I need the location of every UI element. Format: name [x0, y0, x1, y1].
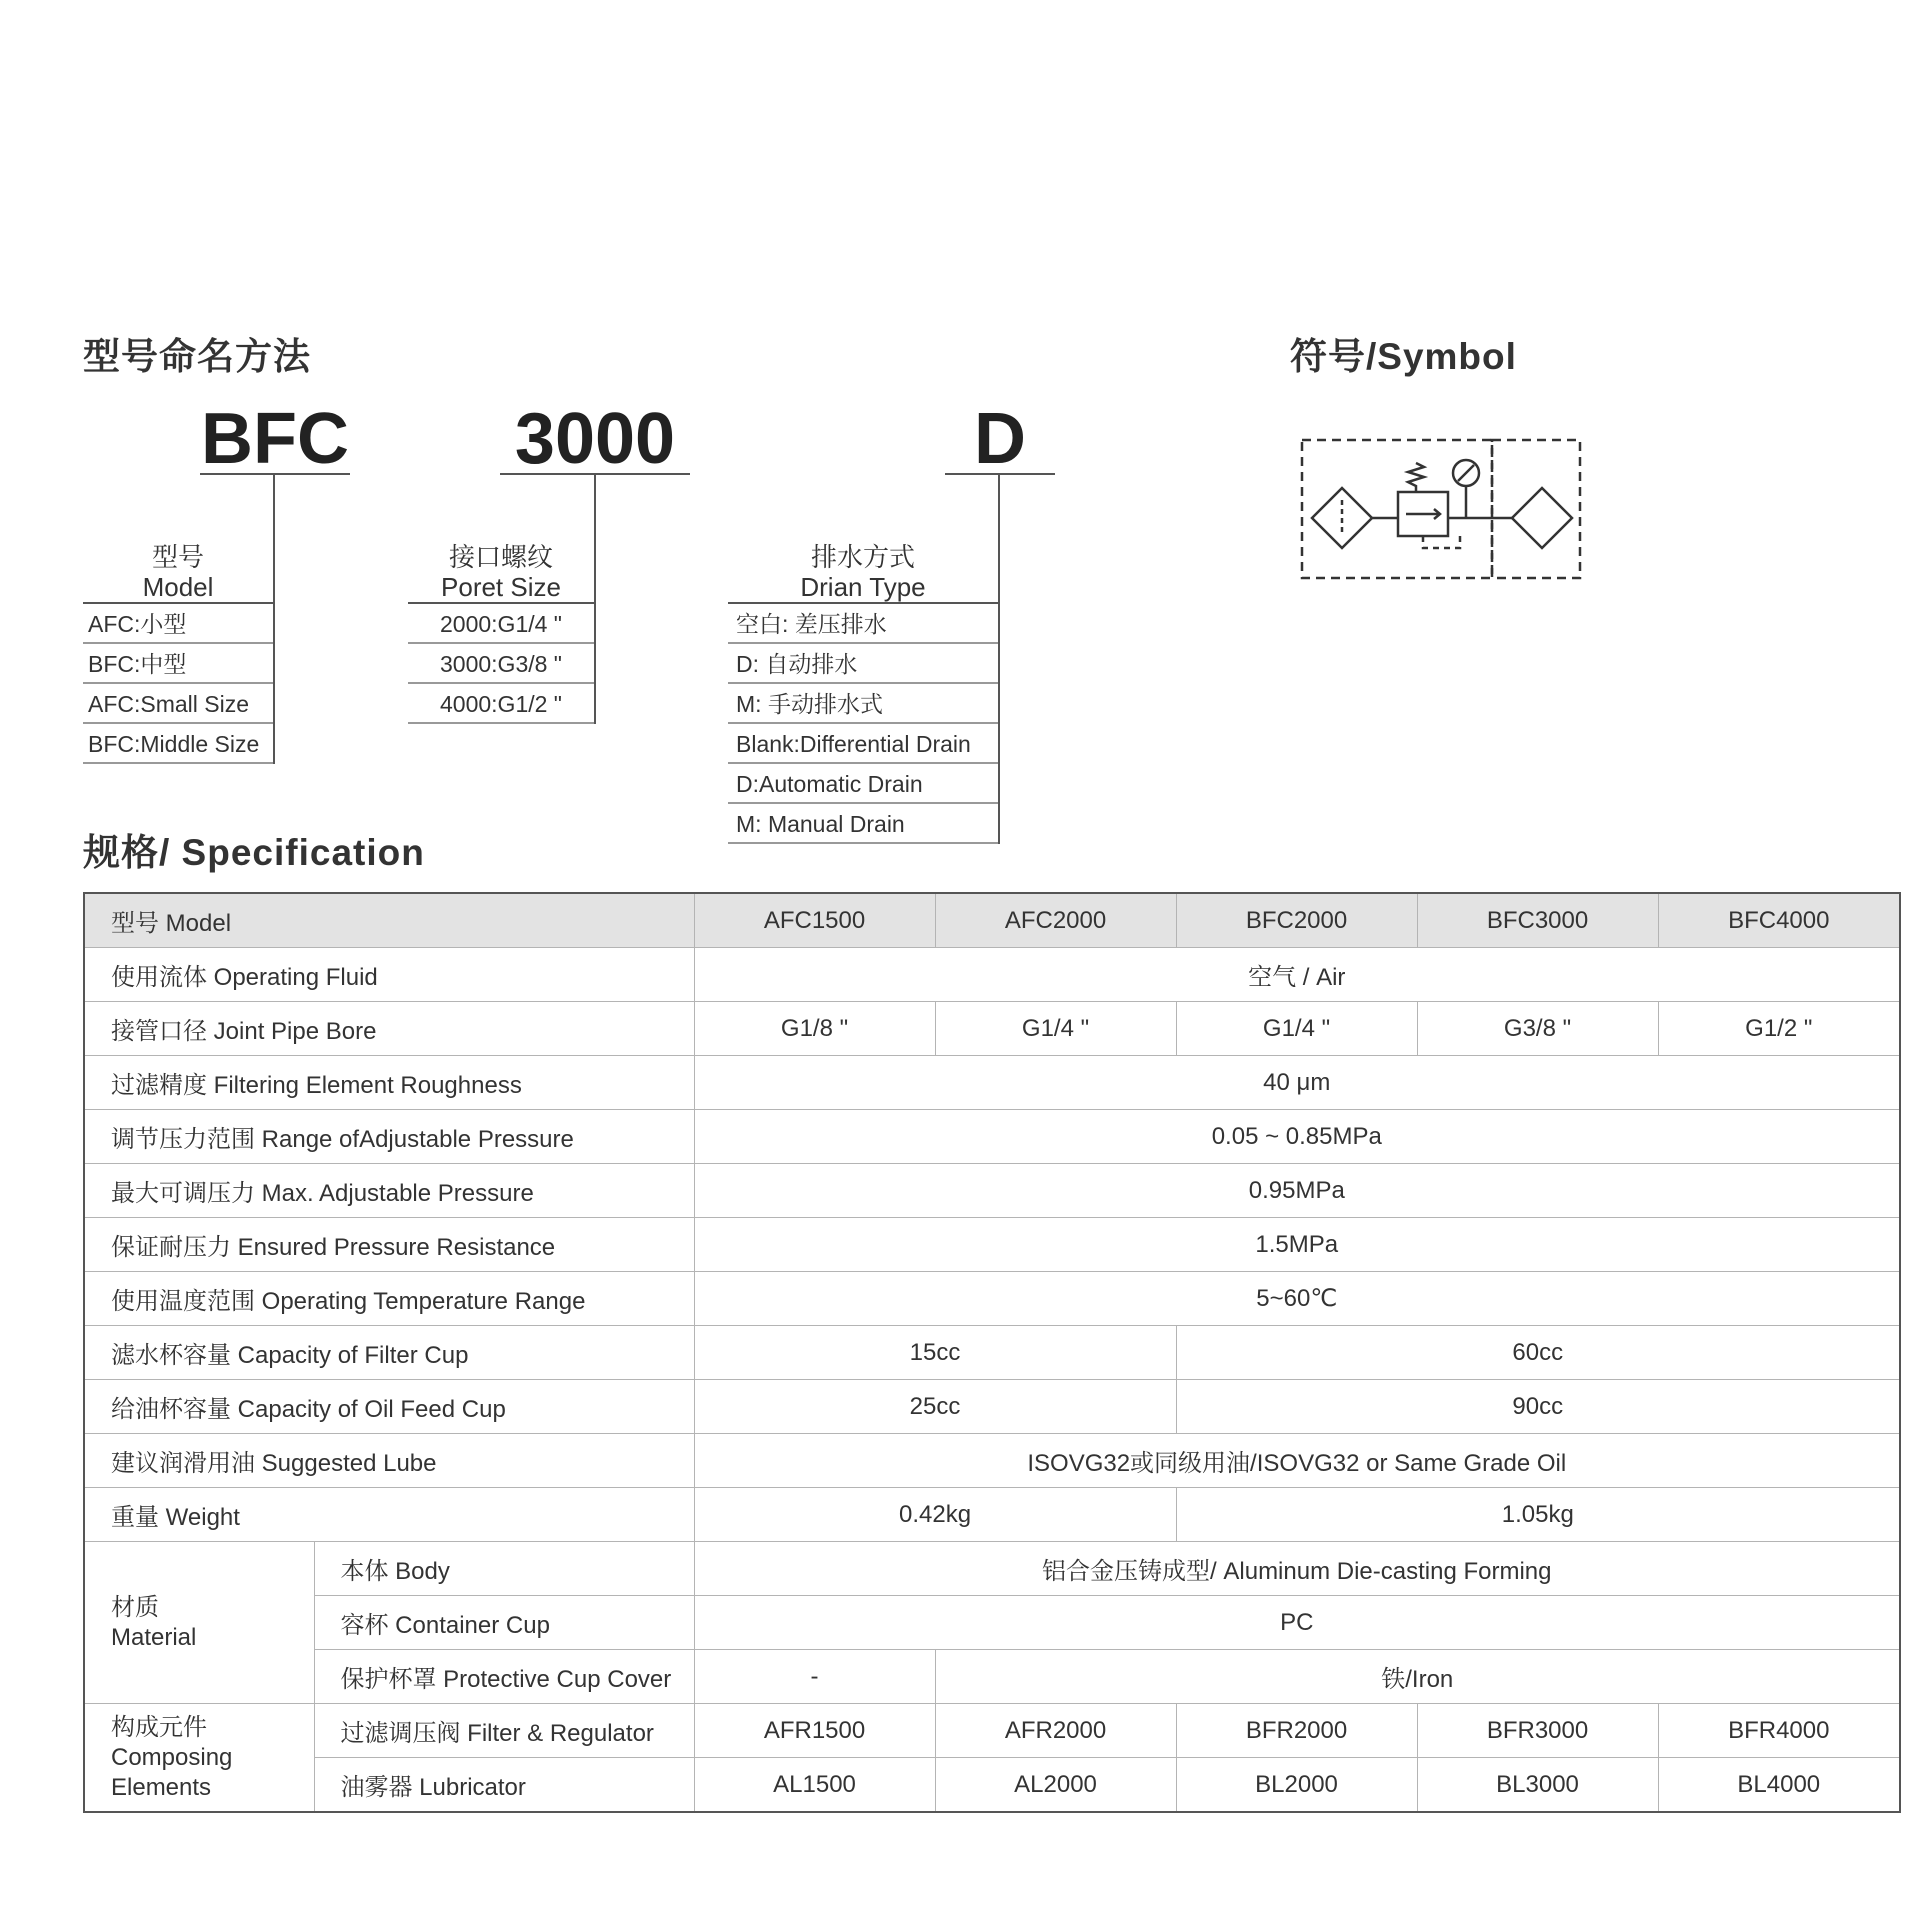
model-item: AFC:Small Size: [83, 684, 273, 724]
table-row: [84, 1380, 1900, 1434]
port-header-cn: 接口螺纹: [448, 542, 553, 572]
drain-column-header: [728, 542, 998, 602]
port-item: 4000:G1/2 ": [408, 684, 594, 724]
cell-value: 90cc: [1176, 1380, 1900, 1434]
drain-item: 空白: 差压排水: [728, 604, 998, 644]
cell-value: 25cc: [694, 1380, 1176, 1434]
lubricator-dashed-box: [1492, 440, 1580, 578]
header-model: BFC3000: [1417, 893, 1658, 948]
port-connector-line: [594, 474, 596, 724]
port-header-en: Poret Size: [441, 572, 561, 602]
row-label: 本体 Body: [314, 1542, 694, 1596]
cell-value: 0.05 ~ 0.85MPa: [694, 1110, 1900, 1164]
table-row: [84, 1650, 1900, 1704]
row-label: 给油杯容量 Capacity of Oil Feed Cup: [84, 1380, 694, 1434]
cell-value: 40 μm: [694, 1056, 1900, 1110]
material-label-en: Material: [111, 1623, 197, 1651]
lubricator-diamond: [1512, 488, 1572, 548]
table-row: [84, 1542, 1900, 1596]
cell-value: 0.95MPa: [694, 1164, 1900, 1218]
cell-value: BL3000: [1417, 1758, 1658, 1813]
header-label: 型号 Model: [84, 893, 694, 948]
spec-title: 规格/ Specification: [83, 832, 425, 873]
drain-item: D:Automatic Drain: [728, 764, 998, 804]
cell-value: G1/2 ": [1658, 1002, 1900, 1056]
table-header-row: [84, 893, 1900, 948]
elements-label-en: Composing: [111, 1743, 233, 1771]
model-item: AFC:小型: [83, 604, 273, 644]
code-drain: D: [974, 399, 1026, 479]
gauge-needle: [1458, 465, 1474, 481]
naming-title: 型号命名方法: [83, 336, 311, 377]
elements-label-cn: 构成元件: [111, 1713, 207, 1741]
drain-header-cn: 排水方式: [810, 542, 915, 572]
drain-header-en: Drian Type: [800, 572, 926, 602]
model-column-header: [83, 542, 273, 602]
frl-symbol-diagram: [1290, 430, 1590, 590]
header-model: AFC1500: [694, 893, 935, 948]
cell-value: G1/8 ": [694, 1002, 935, 1056]
cell-value: ISOVG32或同级用油/ISOVG32 or Same Grade Oil: [694, 1434, 1900, 1488]
pilot-line: [1423, 536, 1460, 548]
table-row: [84, 1326, 1900, 1380]
code-drain-underline: [945, 473, 1055, 475]
table-row: [84, 1110, 1900, 1164]
code-model-underline: [200, 473, 350, 475]
port-item: 3000:G3/8 ": [408, 644, 594, 684]
cell-value: AFR2000: [935, 1704, 1176, 1758]
row-label: 过滤精度 Filtering Element Roughness: [84, 1056, 694, 1110]
cell-value: BFR3000: [1417, 1704, 1658, 1758]
port-item: 2000:G1/4 ": [408, 604, 594, 644]
table-row: [84, 1002, 1900, 1056]
material-group-label: [84, 1542, 314, 1704]
material-label-cn: 材质: [111, 1593, 159, 1621]
header-model: AFC2000: [935, 893, 1176, 948]
symbol-title: 符号/Symbol: [1290, 336, 1517, 377]
cell-value: 1.5MPa: [694, 1218, 1900, 1272]
row-label: 油雾器 Lubricator: [314, 1758, 694, 1813]
table-row: [84, 948, 1900, 1002]
row-label: 接管口径 Joint Pipe Bore: [84, 1002, 694, 1056]
row-label: 容杯 Container Cup: [314, 1596, 694, 1650]
table-row: [84, 1434, 1900, 1488]
cell-value: 空气 / Air: [694, 948, 1900, 1002]
row-label: 保证耐压力 Ensured Pressure Resistance: [84, 1218, 694, 1272]
table-row: [84, 1272, 1900, 1326]
cell-value: G1/4 ": [1176, 1002, 1417, 1056]
port-column-header: [408, 542, 594, 602]
table-row: [84, 1596, 1900, 1650]
code-model: BFC: [201, 399, 349, 479]
table-row: [84, 1056, 1900, 1110]
cell-value: PC: [694, 1596, 1900, 1650]
cell-value: BFR2000: [1176, 1704, 1417, 1758]
drain-connector-line: [998, 474, 1000, 844]
row-label: 调节压力范围 Range ofAdjustable Pressure: [84, 1110, 694, 1164]
row-label: 保护杯罩 Protective Cup Cover: [314, 1650, 694, 1704]
row-label: 使用流体 Operating Fluid: [84, 948, 694, 1002]
elements-group-label: [84, 1704, 314, 1813]
cell-value: BFR4000: [1658, 1704, 1900, 1758]
table-row: [84, 1704, 1900, 1758]
code-port: 3000: [514, 399, 676, 479]
row-label: 滤水杯容量 Capacity of Filter Cup: [84, 1326, 694, 1380]
model-header-cn: 型号: [151, 542, 204, 572]
row-label: 使用温度范围 Operating Temperature Range: [84, 1272, 694, 1326]
row-label: 重量 Weight: [84, 1488, 694, 1542]
elements-label-en: Elements: [111, 1773, 212, 1801]
drain-item: D: 自动排水: [728, 644, 998, 684]
cell-value: AFR1500: [694, 1704, 935, 1758]
model-item: BFC:中型: [83, 644, 273, 684]
cell-value: BL4000: [1658, 1758, 1900, 1813]
header-model: BFC4000: [1658, 893, 1900, 948]
cell-value: 60cc: [1176, 1326, 1900, 1380]
cell-value: G3/8 ": [1417, 1002, 1658, 1056]
row-label: 最大可调压力 Max. Adjustable Pressure: [84, 1164, 694, 1218]
cell-value: 铝合金压铸成型/ Aluminum Die-casting Forming: [694, 1542, 1900, 1596]
spec-table: [83, 892, 1901, 1813]
cell-value: 1.05kg: [1176, 1488, 1900, 1542]
drain-item: Blank:Differential Drain: [728, 724, 998, 764]
cell-value: BL2000: [1176, 1758, 1417, 1813]
row-label: 过滤调压阀 Filter & Regulator: [314, 1704, 694, 1758]
model-header-en: Model: [142, 572, 214, 602]
row-label: 建议润滑用油 Suggested Lube: [84, 1434, 694, 1488]
table-row: [84, 1758, 1900, 1813]
drain-item: M: 手动排水式: [728, 684, 998, 724]
table-row: [84, 1488, 1900, 1542]
cell-value: 铁/Iron: [935, 1650, 1900, 1704]
table-row: [84, 1218, 1900, 1272]
cell-value: AL1500: [694, 1758, 935, 1813]
cell-value: 15cc: [694, 1326, 1176, 1380]
cell-value: 5~60℃: [694, 1272, 1900, 1326]
model-connector-line: [273, 474, 275, 764]
cell-value: AL2000: [935, 1758, 1176, 1813]
cell-value: G1/4 ": [935, 1002, 1176, 1056]
table-row: [84, 1164, 1900, 1218]
drain-item: M: Manual Drain: [728, 804, 998, 844]
header-model: BFC2000: [1176, 893, 1417, 948]
spring-icon: [1408, 463, 1424, 492]
cell-value: -: [694, 1650, 935, 1704]
model-item: BFC:Middle Size: [83, 724, 273, 764]
cell-value: 0.42kg: [694, 1488, 1176, 1542]
